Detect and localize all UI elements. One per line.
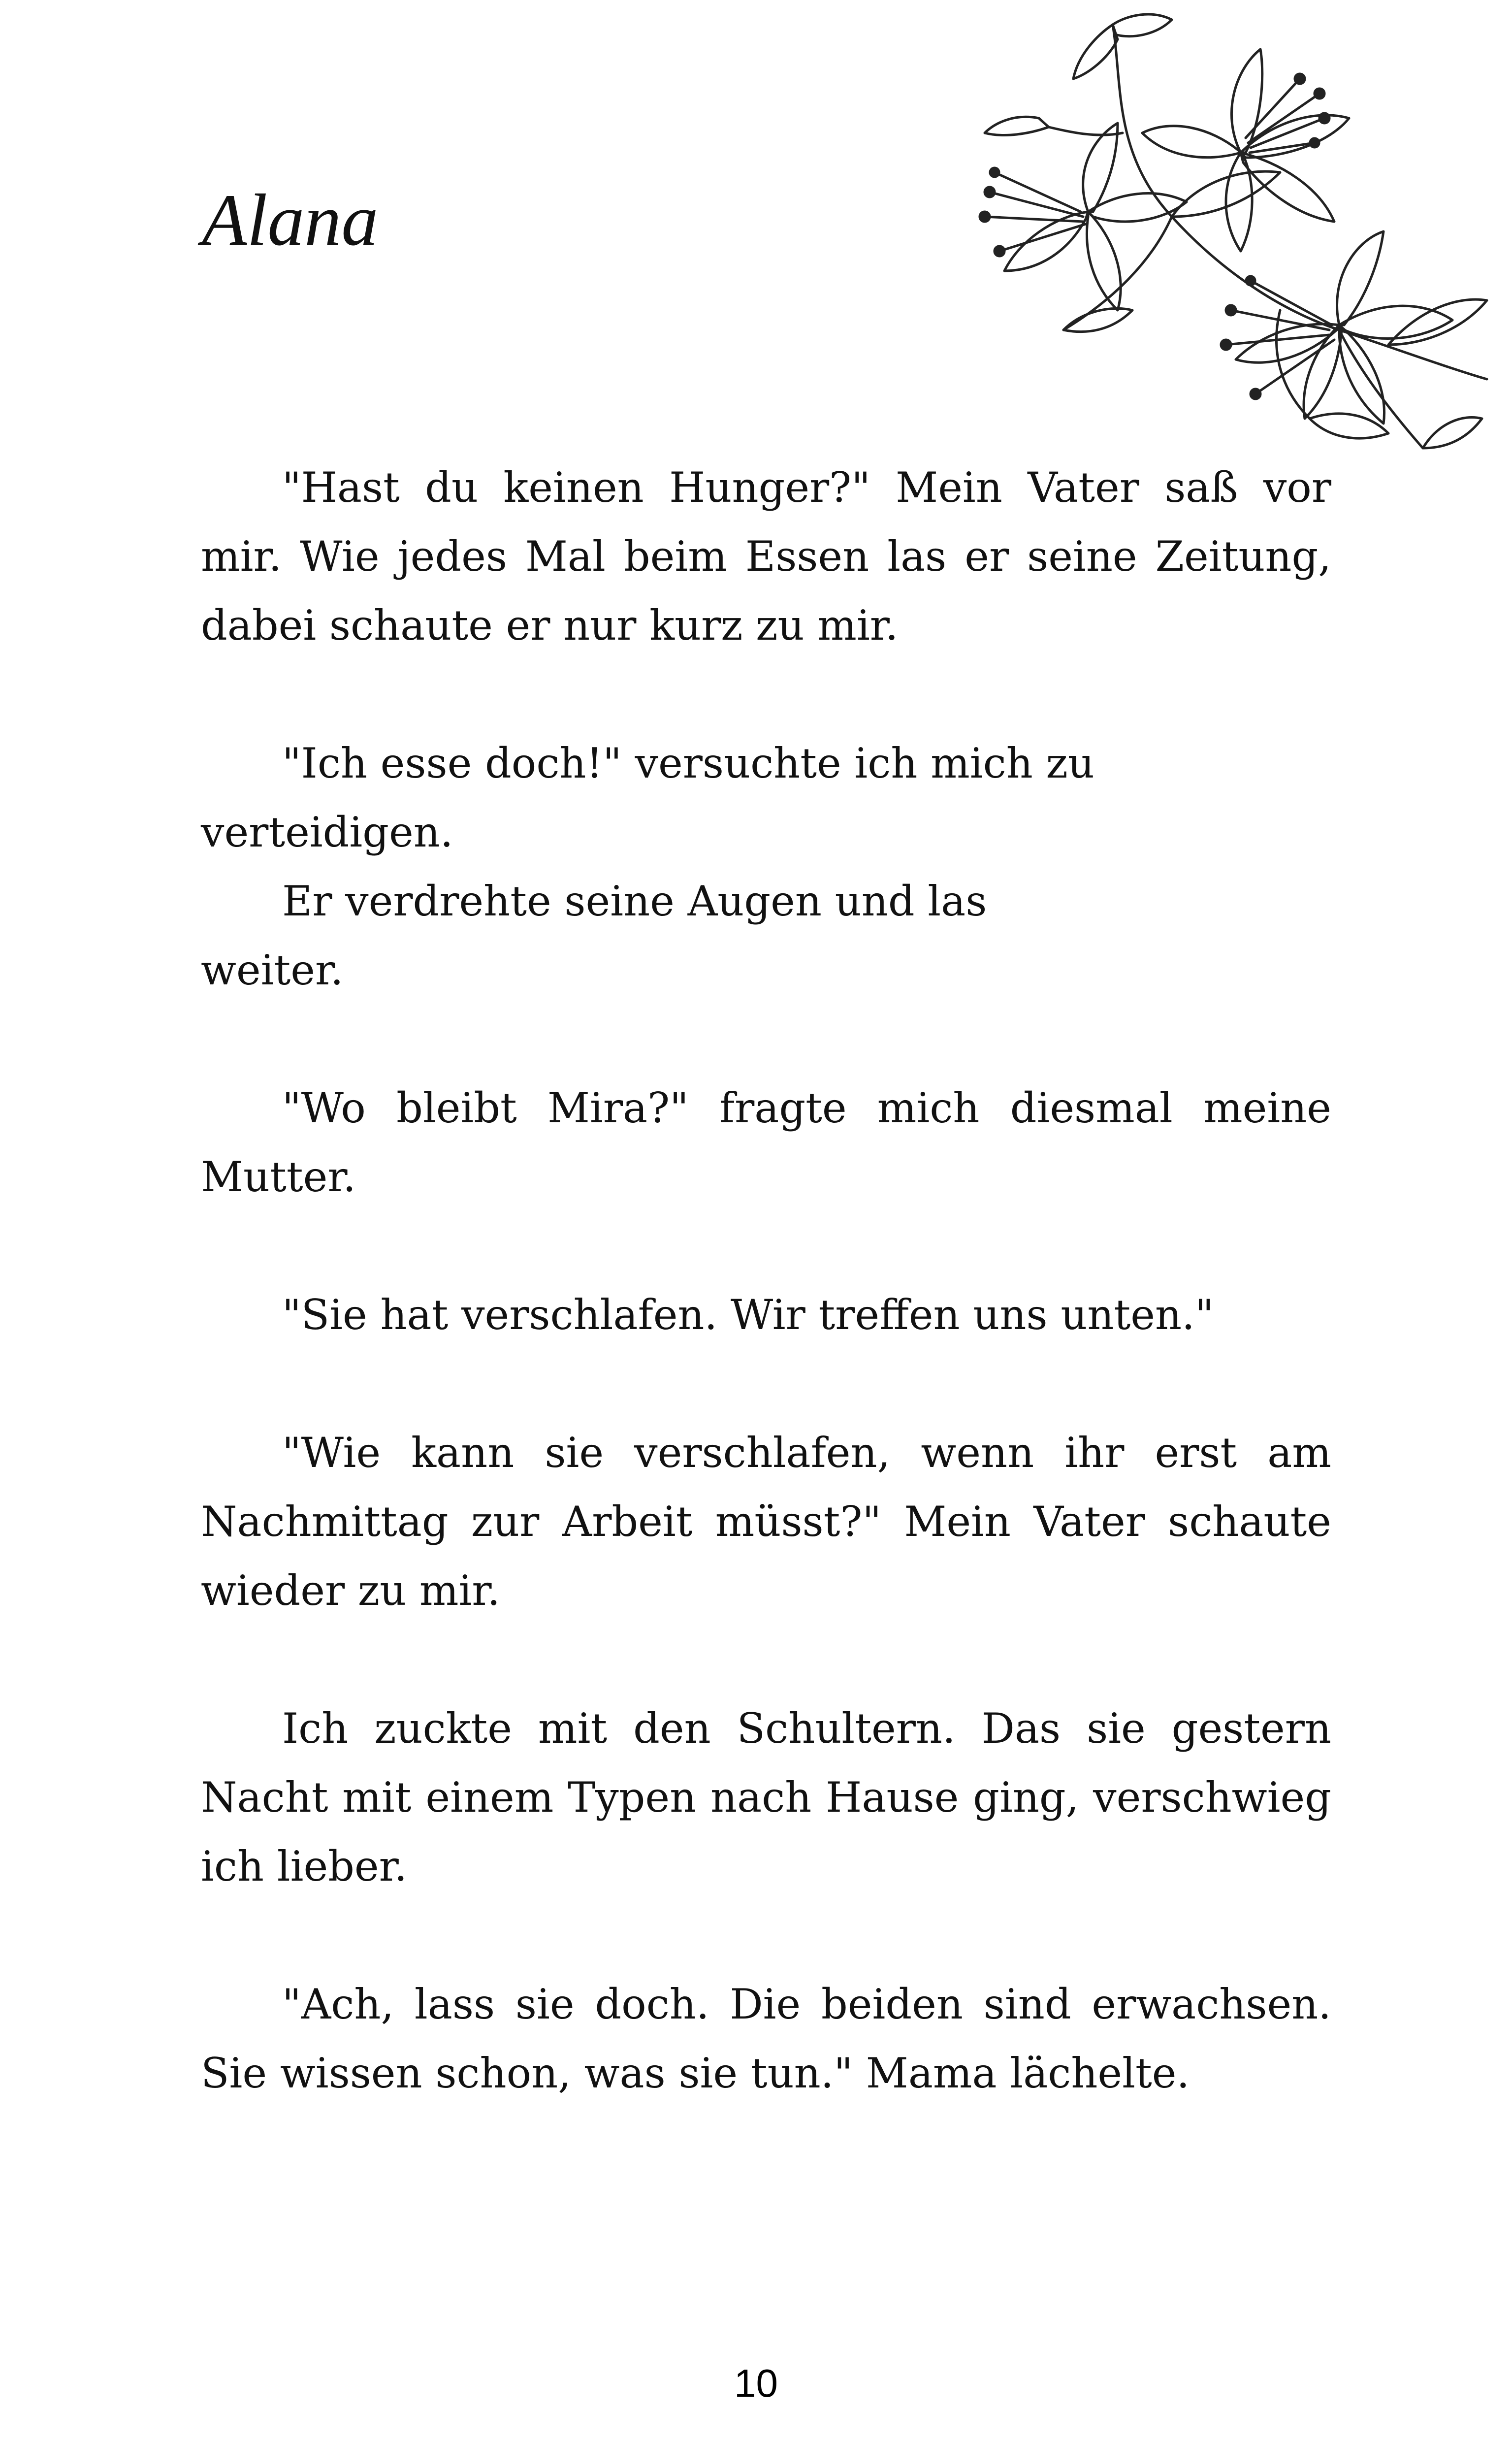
paragraph-text: "Hast du keinen Hunger?" Mein Vater saß vor mir. Wie jedes Mal beim Essen las er seine Zeitung, dabei schaute er nur kurz zu mir. [201,463,1331,650]
paragraph-8 [201,1970,1331,2108]
paragraph-3 [201,867,1117,1005]
paragraph-text: "Ach, lass sie doch. Die beiden sind erwachsen. Sie wissen schon, was sie tun." Mama lächelte. [201,1980,1331,2097]
paragraph-text: Ich zuckte mit den Schultern. Das sie gestern Nacht mit einem Typen nach Hause ging, verschwieg ich lieber. [201,1704,1331,1890]
paragraph-6 [201,1418,1331,1625]
chapter-title: Alana [202,179,379,261]
paragraph-text: "Wo bleibt Mira?" fragte mich diesmal meine Mutter. [201,1084,1331,1201]
page-number: 10 [734,2361,778,2405]
paragraph-text: "Sie hat verschlafen. Wir treffen uns unten." [282,1291,1214,1339]
paragraph-text: "Ich esse doch!" versuchte ich mich zu verteidigen. [201,739,1094,856]
paragraph-text: "Wie kann sie verschlafen, wenn ihr erst am Nachmittag zur Arbeit müsst?" Mein Vater schaute wieder zu mir. [201,1429,1331,1615]
paragraph-5 [201,1280,1331,1349]
paragraph-2 [201,729,1331,867]
paragraph-7 [201,1694,1331,1901]
lily-flower-icon [965,5,1507,463]
paragraph-text: Er verdrehte seine Augen und las weiter. [201,877,987,994]
paragraph-4 [201,1074,1331,1211]
paragraph-1 [201,453,1331,660]
